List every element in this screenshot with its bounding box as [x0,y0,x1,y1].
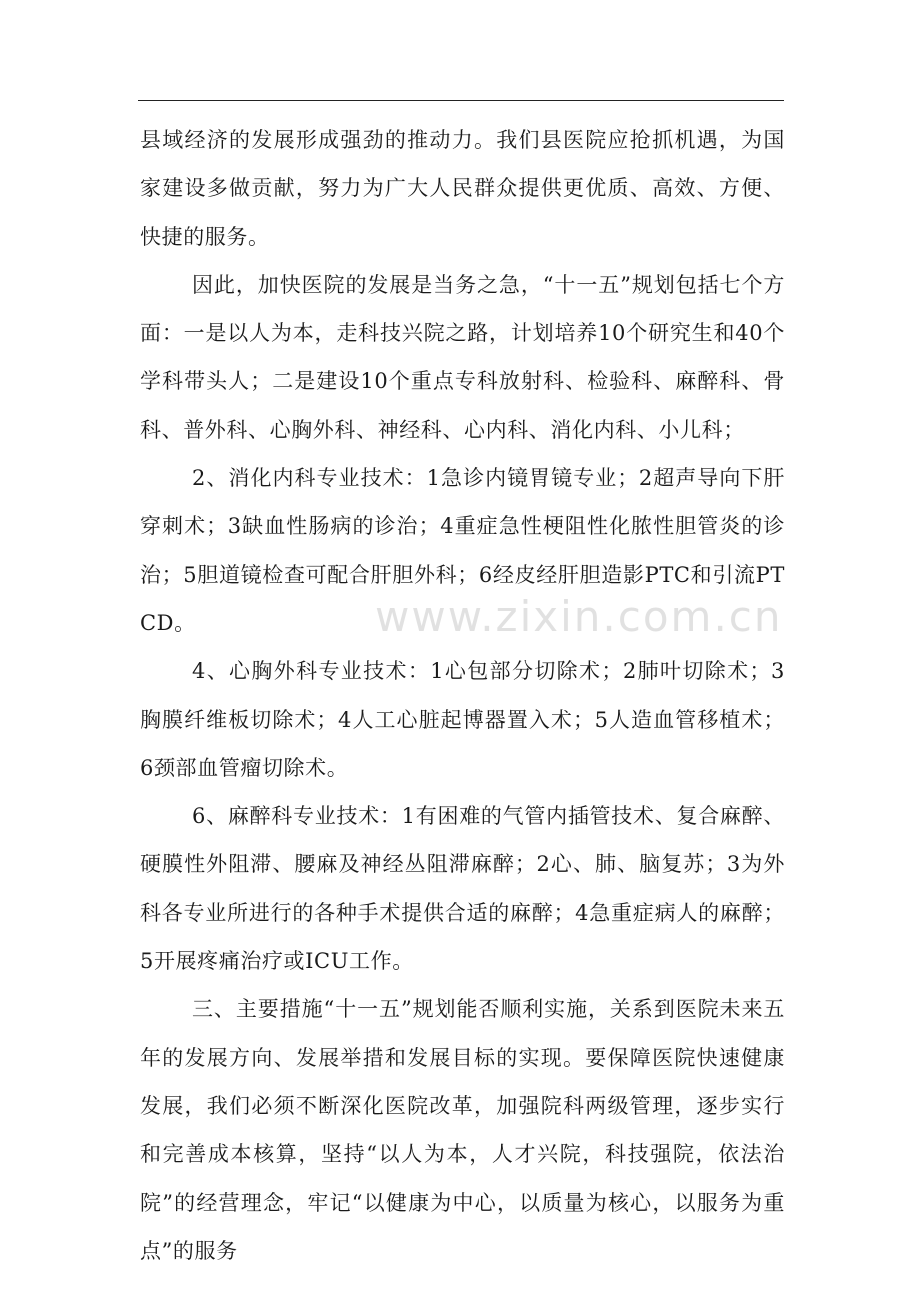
watermark: www.zixin.com.cn [375,592,783,641]
paragraph-continuation: 县域经济的发展形成强劲的推动力。我们县医院应抢抓机遇，为国家建设多做贡献，努力为广大人民群众提供更优质、高效、方便、快捷的服务。 [140,128,785,249]
body-text [140,116,785,1275]
paragraph-cardiothoracic: 4、心胸外科专业技术：1心包部分切除术；2肺叶切除术；3胸膜纤维板切除术；4人工心脏起博器置入术；5人造血管移植术；6颈部血管瘤切除术。 [140,659,785,780]
paragraph-main-measures: 三、主要措施“十一五”规划能否顺利实施，关系到医院未来五年的发展方向、发展举措和发展目标的实现。要保障医院快速健康发展，我们必须不断深化医院改革，加强院科两级管理，逐步实行和完善成本核算，坚持“以人为本，人才兴院，科技强院，依法治院”的经营理念，牢记“以健康为中心，以质量为核心，以服务为重点”的服务 [140,997,785,1263]
paragraph-anesthesiology: 6、麻醉科专业技术：1有困难的气管内插管技术、复合麻醉、硬膜性外阻滞、腰麻及神经丛阻滞麻醉；2心、肺、脑复苏；3为外科各专业所进行的各种手术提供合适的麻醉；4急重症病人的麻醉；5开展疼痛治疗或ICU工作。 [140,804,785,974]
paragraph-plan-overview: 因此，加快医院的发展是当务之急，“十一五”规划包括七个方面：一是以人为本，走科技兴院之路，计划培养10个研究生和40个学科带头人；二是建设10个重点专科放射科、检验科、麻醉科、骨科、普外科、心胸外科、神经科、心内科、消化内科、小儿科； [140,272,785,442]
paragraph-gastroenterology: 2、消化内科专业技术：1急诊内镜胃镜专业；2超声导向下肝穿刺术；3缺血性肠病的诊治；4重症急性梗阻性化脓性胆管炎的诊治；5胆道镜检查可配合肝胆外科；6经皮经肝胆造影PTC和引流PTCD。 [140,466,785,635]
header-rule [138,100,784,101]
